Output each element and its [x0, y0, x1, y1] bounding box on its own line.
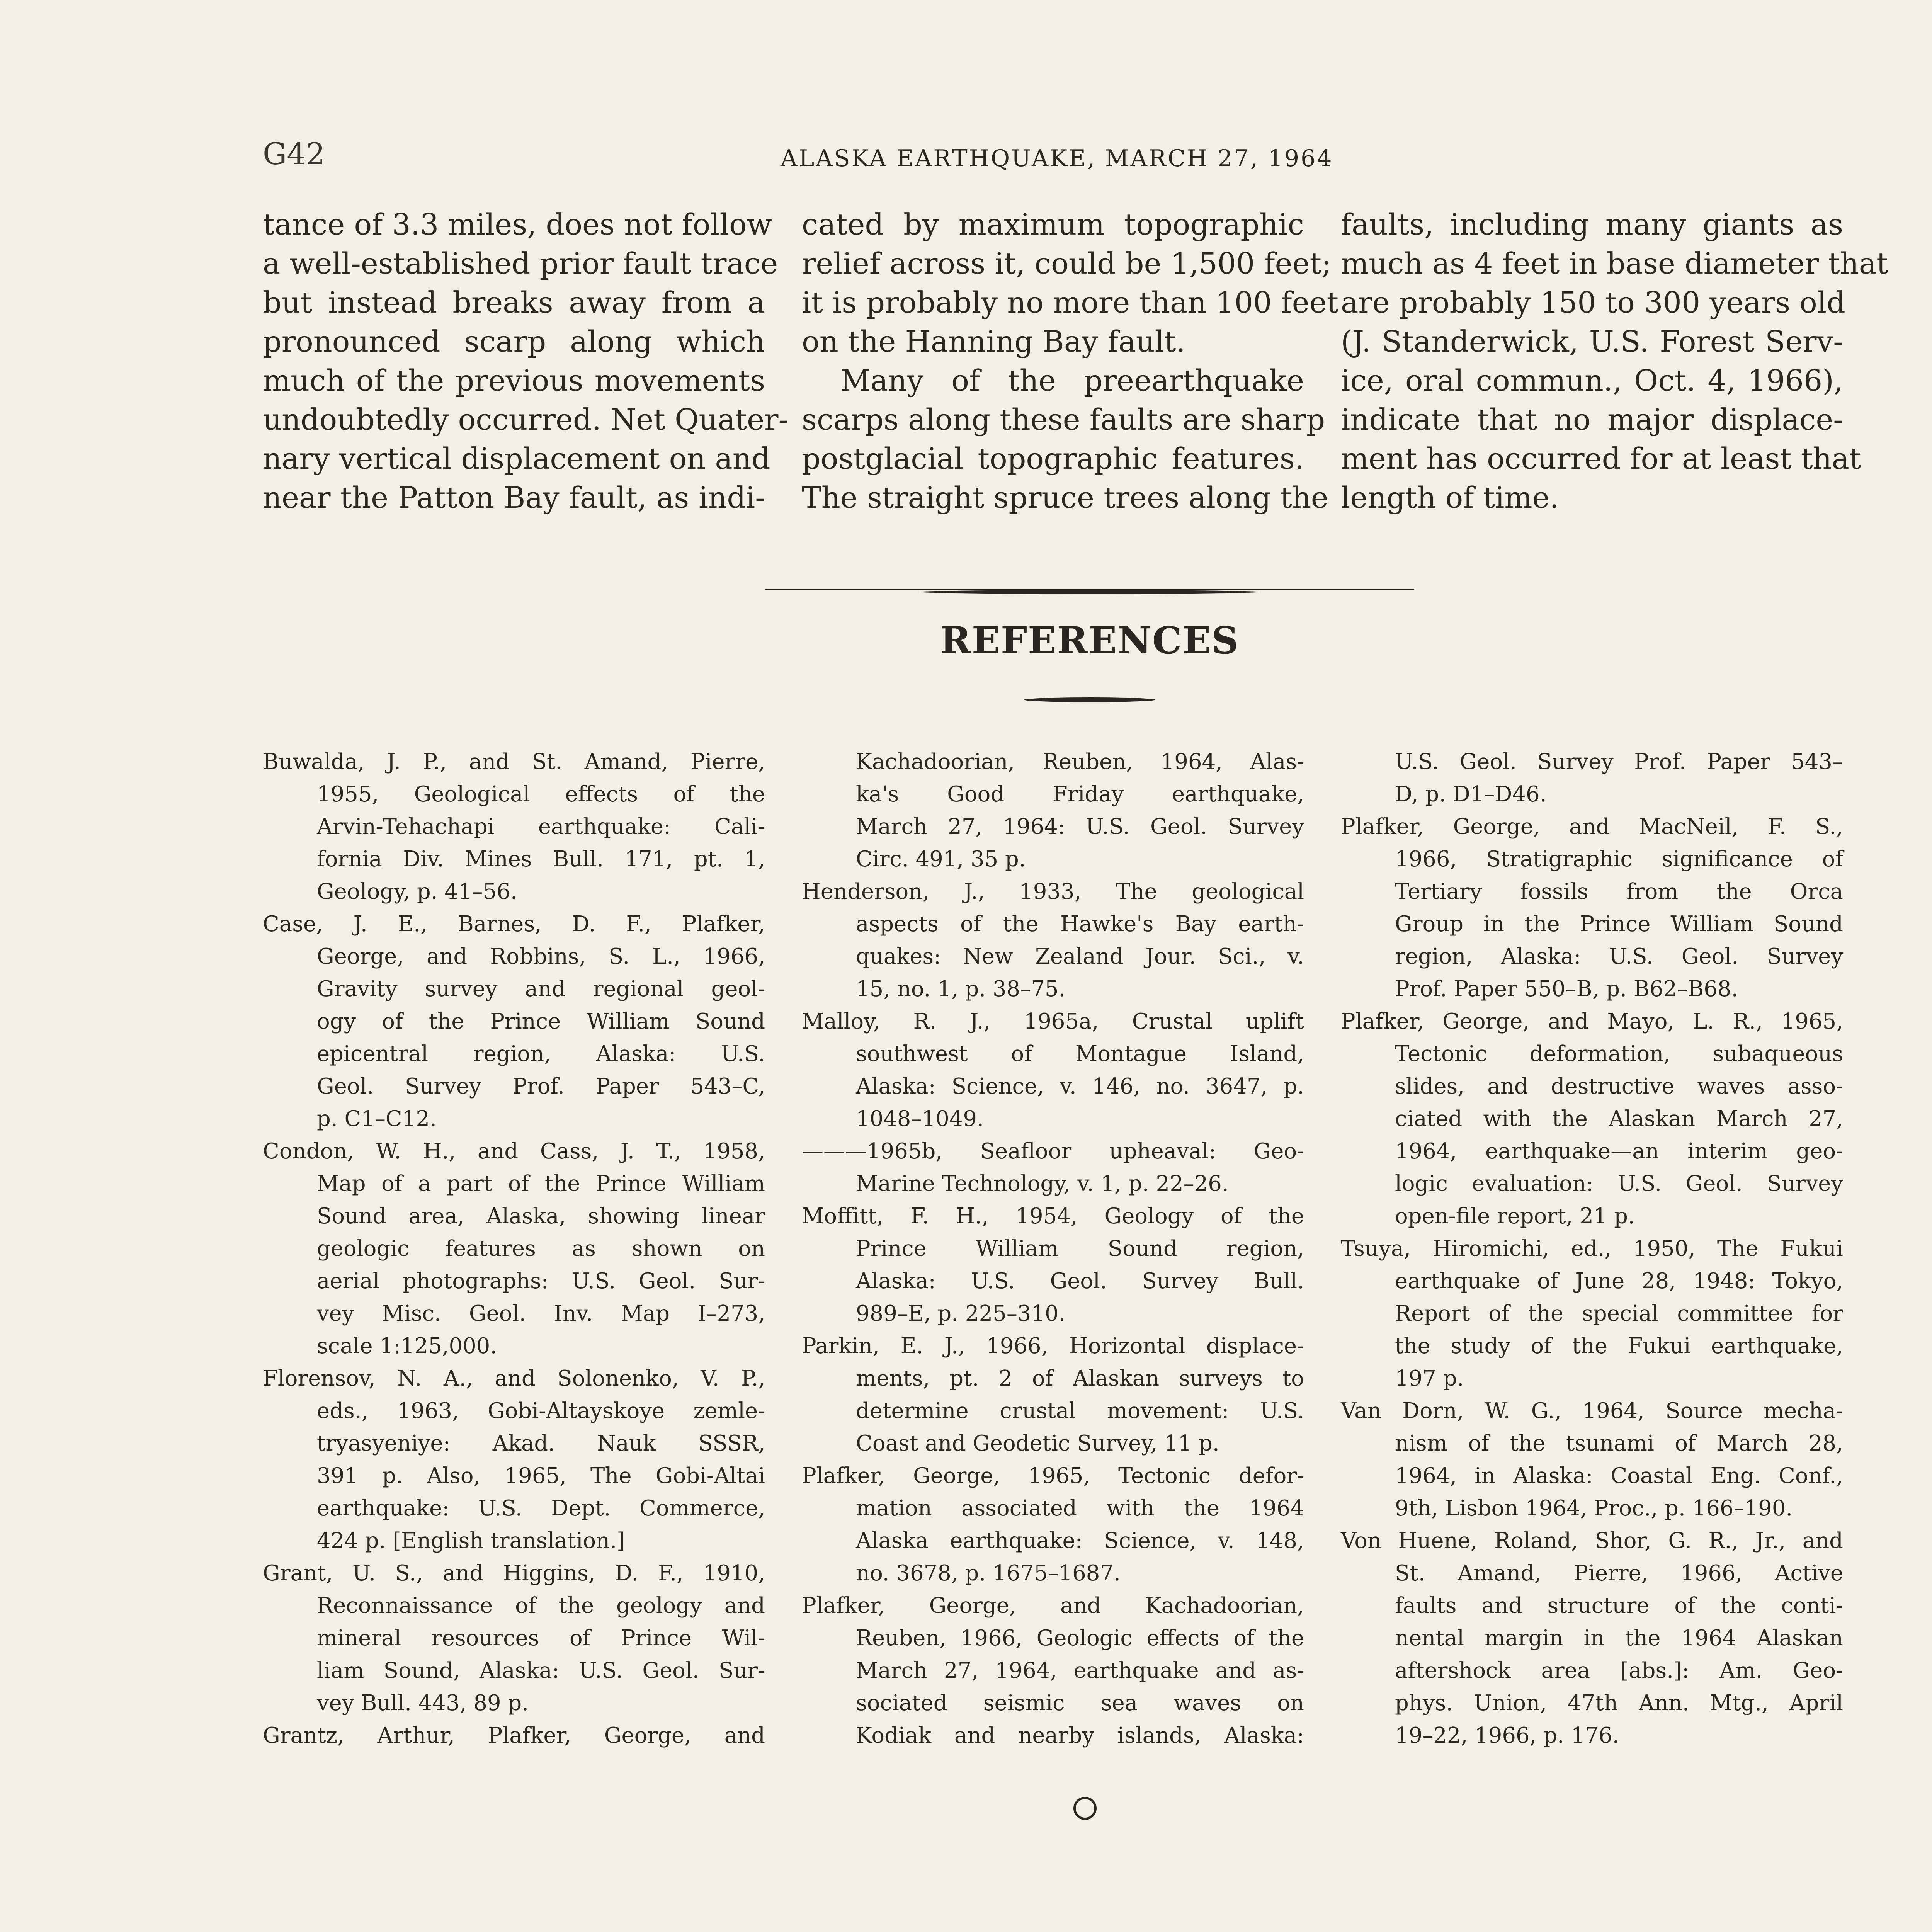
reference-continuation-line: region, Alaska: U.S. Geol. Survey: [1395, 944, 1843, 969]
body-text-line: ment has occurred for at least that: [1341, 441, 1861, 476]
reference-continuation-line: mineral resources of Prince Wil-: [317, 1626, 765, 1651]
reference-continuation-line: scale 1:125,000.: [317, 1333, 497, 1359]
reference-entry-line: Grant, U. S., and Higgins, D. F., 1910,: [263, 1561, 765, 1586]
reference-continuation-line: 19–22, 1966, p. 176.: [1395, 1723, 1619, 1748]
reference-continuation-line: Alaska earthquake: Science, v. 148,: [856, 1528, 1304, 1553]
reference-entry-line: Parkin, E. J., 1966, Horizontal displace-: [802, 1333, 1304, 1359]
reference-entry-line: Malloy, R. J., 1965a, Crustal uplift: [802, 1009, 1304, 1034]
reference-continuation-line: Report of the special committee for: [1395, 1301, 1843, 1326]
reference-continuation-line: Kodiak and nearby islands, Alaska:: [856, 1723, 1304, 1748]
body-text-line: pronounced scarp along which: [263, 324, 765, 359]
body-text: [263, 205, 1888, 517]
reference-continuation-line: St. Amand, Pierre, 1966, Active: [1395, 1561, 1843, 1586]
reference-continuation-line: Geology, p. 41–56.: [317, 879, 517, 904]
reference-entry-line: Tsuya, Hiromichi, ed., 1950, The Fukui: [1341, 1236, 1843, 1261]
reference-continuation-line: Marine Technology, v. 1, p. 22–26.: [856, 1171, 1229, 1196]
reference-continuation-line: Map of a part of the Prince William: [317, 1171, 765, 1196]
reference-continuation-line: eds., 1963, Gobi-Altayskoye zemle-: [317, 1398, 765, 1423]
reference-continuation-line: Reconnaissance of the geology and: [317, 1593, 765, 1618]
reference-continuation-line: Alaska: Science, v. 146, no. 3647, p.: [856, 1074, 1304, 1099]
body-column-1: [263, 205, 789, 517]
reference-entry-line: Condon, W. H., and Cass, J. T., 1958,: [263, 1139, 765, 1164]
end-mark-circle-icon: [1073, 1797, 1097, 1820]
body-text-line: but instead breaks away from a: [263, 285, 765, 320]
body-text-line: postglacial topographic features.: [802, 441, 1304, 476]
reference-continuation-line: 15, no. 1, p. 38–75.: [856, 976, 1066, 1002]
reference-continuation-line: March 27, 1964, earthquake and as-: [856, 1658, 1304, 1683]
reference-entry-line: ———1965b, Seafloor upheaval: Geo-: [802, 1139, 1304, 1164]
body-column-3: [1341, 205, 1888, 517]
reference-continuation-line: no. 3678, p. 1675–1687.: [856, 1561, 1121, 1586]
reference-continuation-line: mation associated with the 1964: [856, 1496, 1304, 1521]
reference-continuation-line: open-file report, 21 p.: [1395, 1204, 1635, 1229]
reference-continuation-line: phys. Union, 47th Ann. Mtg., April: [1395, 1690, 1843, 1716]
reference-continuation-line: geologic features as shown on: [317, 1236, 765, 1261]
body-text-line: are probably 150 to 300 years old: [1341, 285, 1845, 320]
reference-continuation-line: Coast and Geodetic Survey, 11 p.: [856, 1431, 1219, 1456]
reference-continuation-line: ments, pt. 2 of Alaskan surveys to: [856, 1366, 1304, 1391]
reference-continuation-line: aftershock area [abs.]: Am. Geo-: [1395, 1658, 1843, 1683]
reference-entry-line: Von Huene, Roland, Shor, G. R., Jr., and: [1341, 1528, 1843, 1553]
reference-continuation-line: Gravity survey and regional geol-: [317, 976, 765, 1002]
reference-continuation-line: Tectonic deformation, subaqueous: [1395, 1041, 1843, 1066]
body-text-line: undoubtedly occurred. Net Quater-: [263, 402, 789, 437]
references-column-1: [263, 746, 765, 1752]
reference-continuation-line: epicentral region, Alaska: U.S.: [317, 1041, 765, 1066]
reference-continuation-line: Reuben, 1966, Geologic effects of the: [856, 1626, 1304, 1651]
reference-continuation-line: 424 p. [English translation.]: [317, 1528, 625, 1553]
reference-entry-line: Grantz, Arthur, Plafker, George, and: [263, 1723, 765, 1748]
body-column-2: [802, 205, 1339, 517]
reference-continuation-line: faults and structure of the conti-: [1395, 1593, 1843, 1618]
reference-entry-line: Plafker, George, 1965, Tectonic defor-: [802, 1463, 1304, 1488]
reference-entry-line: Van Dorn, W. G., 1964, Source mecha-: [1341, 1398, 1843, 1423]
body-text-line: The straight spruce trees along the: [802, 480, 1328, 515]
body-text-line: much as 4 feet in base diameter that: [1341, 246, 1888, 281]
reference-continuation-line: 391 p. Also, 1965, The Gobi-Altai: [317, 1463, 765, 1488]
references-heading: REFERENCES: [940, 619, 1239, 662]
reference-continuation-line: southwest of Montague Island,: [856, 1041, 1304, 1066]
body-text-line: ice, oral commun., Oct. 4, 1966),: [1341, 363, 1843, 398]
running-head: ALASKA EARTHQUAKE, MARCH 27, 1964: [781, 145, 1333, 172]
reference-continuation-line: ciated with the Alaskan March 27,: [1395, 1106, 1843, 1131]
reference-entry-line: Case, J. E., Barnes, D. F., Plafker,: [263, 912, 765, 937]
reference-continuation-line: tryasyeniye: Akad. Nauk SSSR,: [317, 1431, 765, 1456]
reference-continuation-line: Prof. Paper 550–B, p. B62–B68.: [1395, 976, 1738, 1002]
reference-continuation-line: nism of the tsunami of March 28,: [1395, 1431, 1843, 1456]
body-text-line: relief across it, could be 1,500 feet;: [802, 246, 1332, 281]
reference-continuation-line: Group in the Prince William Sound: [1395, 912, 1843, 937]
reference-continuation-line: Tertiary fossils from the Orca: [1395, 879, 1843, 904]
body-text-line: indicate that no major displace-: [1341, 402, 1843, 437]
reference-continuation-line: 1048–1049.: [856, 1106, 984, 1131]
references-column-3: [1341, 746, 1843, 1752]
reference-continuation-line: ogy of the Prince William Sound: [317, 1009, 765, 1034]
reference-continuation-line: the study of the Fukui earthquake,: [1395, 1333, 1843, 1359]
reference-continuation-line: ka's Good Friday earthquake,: [856, 782, 1304, 807]
body-text-line: Many of the preearthquake: [840, 363, 1304, 398]
reference-continuation-line: aerial photographs: U.S. Geol. Sur-: [317, 1269, 765, 1294]
reference-continuation-line: 1964, in Alaska: Coastal Eng. Conf.,: [1395, 1463, 1843, 1488]
body-text-line: nary vertical displacement on and: [263, 441, 770, 476]
reference-entry-line: Henderson, J., 1933, The geological: [802, 879, 1304, 904]
reference-continuation-line: earthquake of June 28, 1948: Tokyo,: [1395, 1269, 1843, 1294]
reference-continuation-line: sociated seismic sea waves on: [856, 1690, 1304, 1716]
reference-continuation-line: p. C1–C12.: [317, 1106, 437, 1131]
body-text-line: much of the previous movements: [263, 363, 765, 398]
reference-continuation-line: 9th, Lisbon 1964, Proc., p. 166–190.: [1395, 1496, 1793, 1521]
section-divider-rule: [765, 589, 1414, 594]
body-text-line: scarps along these faults are sharp: [802, 402, 1325, 437]
reference-continuation-line: D, p. D1–D46.: [1395, 782, 1547, 807]
reference-continuation-line: 197 p.: [1395, 1366, 1464, 1391]
reference-entry-line: Moffitt, F. H., 1954, Geology of the: [802, 1204, 1304, 1229]
reference-continuation-line: March 27, 1964: U.S. Geol. Survey: [856, 814, 1304, 839]
reference-entry-line: Buwalda, J. P., and St. Amand, Pierre,: [263, 749, 765, 774]
body-text-line: length of time.: [1341, 480, 1559, 515]
reference-continuation-line: slides, and destructive waves asso-: [1395, 1074, 1843, 1099]
reference-continuation-line: Alaska: U.S. Geol. Survey Bull.: [856, 1269, 1304, 1294]
reference-continuation-line: 1966, Stratigraphic significance of: [1395, 847, 1843, 872]
reference-continuation-line: liam Sound, Alaska: U.S. Geol. Sur-: [317, 1658, 765, 1683]
reference-continuation-line: fornia Div. Mines Bull. 171, pt. 1,: [317, 847, 765, 872]
reference-continuation-line: Kachadoorian, Reuben, 1964, Alas-: [856, 749, 1304, 774]
reference-entry-line: Florensov, N. A., and Solonenko, V. P.,: [263, 1366, 765, 1391]
reference-entry-line: Plafker, George, and Mayo, L. R., 1965,: [1341, 1009, 1843, 1034]
reference-continuation-line: logic evaluation: U.S. Geol. Survey: [1395, 1171, 1843, 1196]
body-text-line: a well-established prior fault trace: [263, 246, 778, 281]
reference-continuation-line: George, and Robbins, S. L., 1966,: [317, 944, 765, 969]
reference-continuation-line: Arvin-Tehachapi earthquake: Cali-: [317, 814, 765, 839]
heading-underline-rule: [1024, 697, 1155, 702]
reference-continuation-line: Geol. Survey Prof. Paper 543–C,: [317, 1074, 765, 1099]
reference-continuation-line: Prince William Sound region,: [856, 1236, 1304, 1261]
reference-continuation-line: Sound area, Alaska, showing linear: [317, 1204, 765, 1229]
reference-continuation-line: 1955, Geological effects of the: [317, 782, 765, 807]
page-number: G42: [263, 137, 325, 172]
references-column-2: [802, 746, 1304, 1752]
body-text-line: on the Hanning Bay fault.: [802, 324, 1185, 359]
reference-continuation-line: vey Misc. Geol. Inv. Map I–273,: [317, 1301, 765, 1326]
body-text-line: cated by maximum topographic: [802, 207, 1304, 242]
body-text-line: tance of 3.3 miles, does not follow: [263, 207, 772, 242]
reference-continuation-line: aspects of the Hawke's Bay earth-: [856, 912, 1304, 937]
reference-continuation-line: 1964, earthquake—an interim geo-: [1395, 1139, 1843, 1164]
body-text-line: faults, including many giants as: [1341, 207, 1843, 242]
reference-entry-line: Plafker, George, and MacNeil, F. S.,: [1341, 814, 1843, 839]
reference-continuation-line: nental margin in the 1964 Alaskan: [1395, 1626, 1843, 1651]
reference-continuation-line: determine crustal movement: U.S.: [856, 1398, 1304, 1423]
reference-continuation-line: 989–E, p. 225–310.: [856, 1301, 1066, 1326]
reference-continuation-line: quakes: New Zealand Jour. Sci., v.: [856, 944, 1304, 969]
references-list: [263, 746, 1843, 1752]
reference-continuation-line: Circ. 491, 35 p.: [856, 847, 1026, 872]
reference-entry-line: Plafker, George, and Kachadoorian,: [802, 1593, 1304, 1618]
body-text-line: near the Patton Bay fault, as indi-: [263, 480, 765, 515]
reference-continuation-line: earthquake: U.S. Dept. Commerce,: [317, 1496, 765, 1521]
reference-continuation-line: vey Bull. 443, 89 p.: [317, 1690, 529, 1716]
reference-continuation-line: U.S. Geol. Survey Prof. Paper 543–: [1395, 749, 1843, 774]
body-text-line: it is probably no more than 100 feet: [802, 285, 1339, 320]
body-text-line: (J. Standerwick, U.S. Forest Serv-: [1341, 324, 1843, 359]
